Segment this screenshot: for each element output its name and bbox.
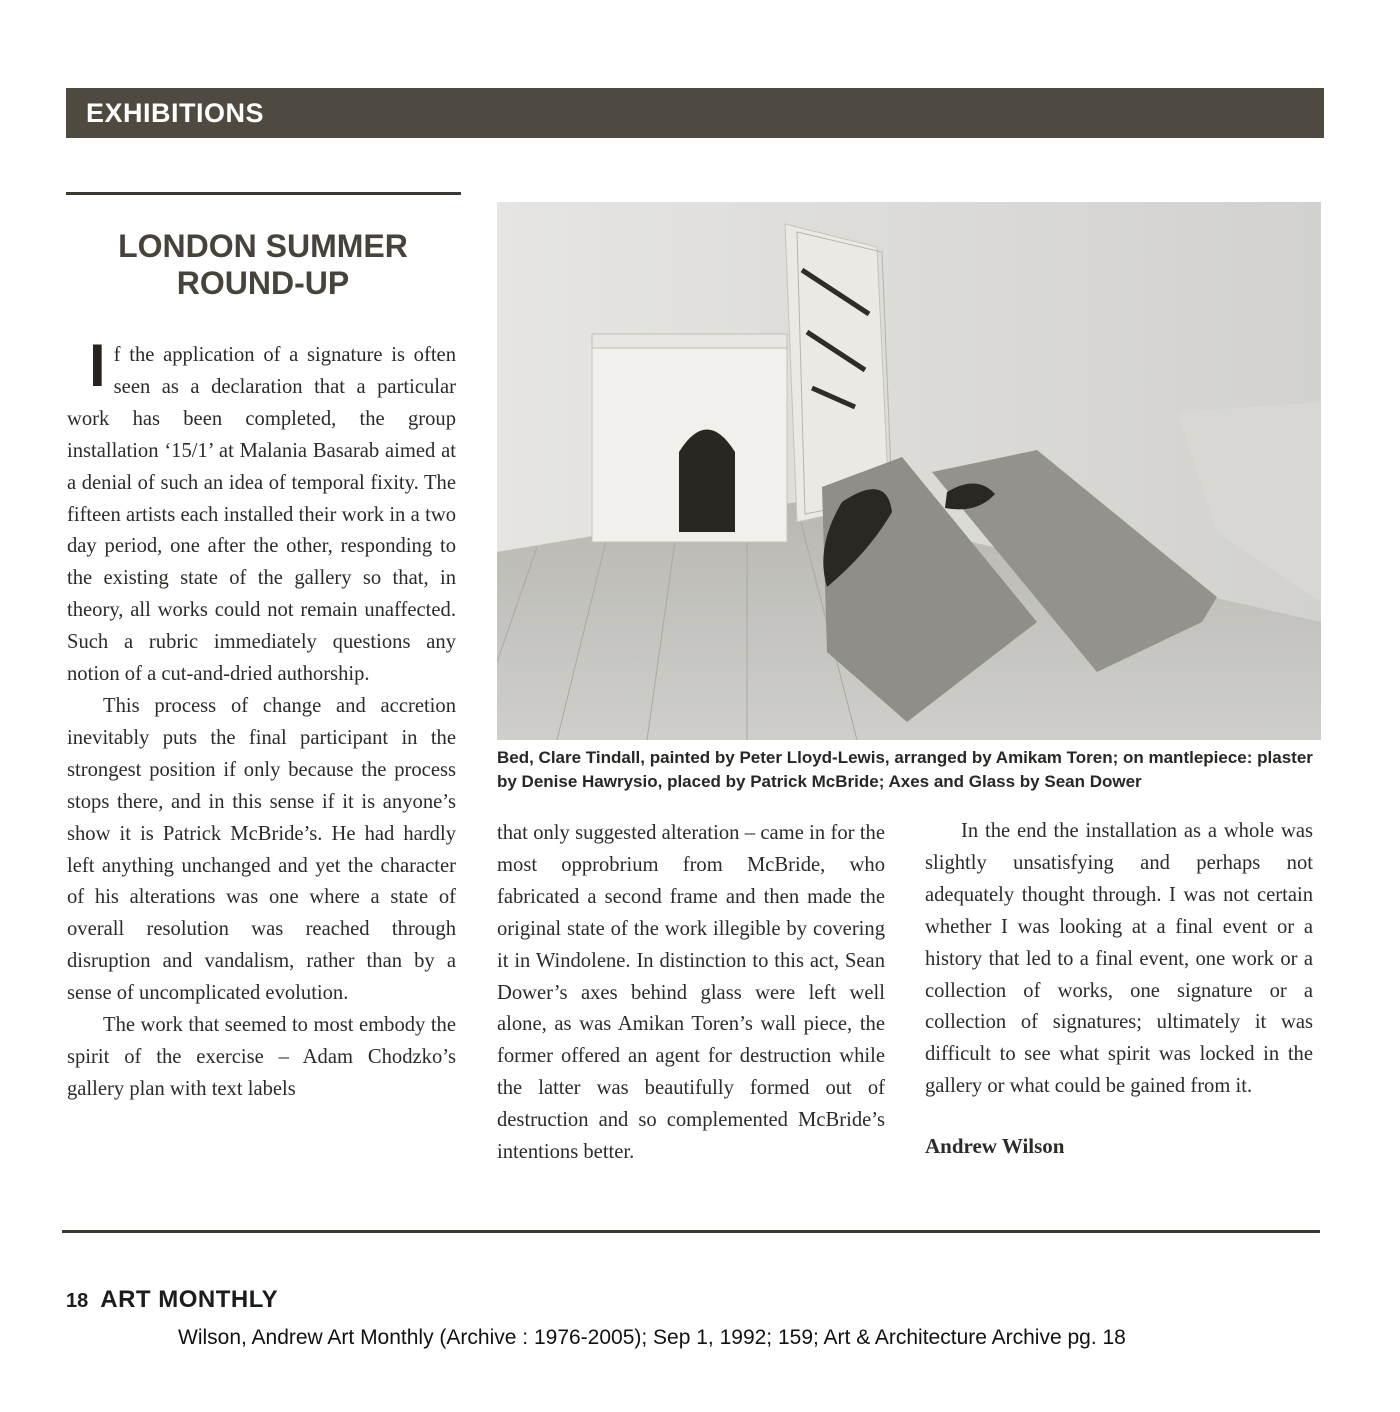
section-banner bbox=[66, 88, 1324, 138]
magazine-name: ART MONTHLY bbox=[100, 1286, 279, 1313]
column-2 bbox=[497, 818, 885, 1169]
photo-caption: Bed, Clare Tindall, painted by Peter Lloyd-Lewis, arranged by Amikam Toren; on mantlepiece: plaster by Denise Hawrysio, placed by Patrick McBride; Axes and Glass by Sean Dower bbox=[497, 748, 1313, 791]
article-title: LONDON SUMMER ROUND-UP bbox=[118, 228, 408, 301]
paragraph: In the end the installation as a whole was slightly unsatisfying and perhaps not adequately thought through. I was not certain whether I was looking at a final event or a history that led to a final event, one work or a collection of works, one signature or a collection of signatures; ultimately it was difficult to see what spirit was locked in the gallery or what could be gained from it. bbox=[925, 820, 1313, 1098]
section-label: EXHIBITIONS bbox=[86, 98, 265, 128]
column-1 bbox=[67, 332, 456, 1106]
drop-cap: I bbox=[89, 332, 106, 399]
page-footer bbox=[66, 1286, 278, 1314]
paragraph: This process of change and accretion inevitably puts the final participant in the strongest position if only because the process stops there, and in this sense if it is anyone’s show it is Patrick McBride’s. He had hardly left anything unchanged and yet the character of his alterations was one where a state of overall resolution was reached through disruption and vandalism, rather than by a sense of uncomplicated evolution. bbox=[67, 694, 456, 1005]
paragraph-text: f the application of a signature is often seen as a declaration that a particular work has been completed, the group installation ‘15/1’ at Malania Basarab aimed at a denial of such an idea of temporal fixity. The fifteen artists each installed their work in a two day period, one after the other, responding to the existing state of the gallery so that, in theory, all works could not remain unaffected. Such a rubric immediately questions any notion of a cut-and-dried authorship. bbox=[67, 344, 456, 686]
gallery-installation-image bbox=[497, 202, 1321, 740]
exhibition-photo bbox=[497, 202, 1321, 740]
paragraph: that only suggested alteration – came in for the most opprobrium from McBride, who fabricated a second frame and then made the original state of the work illegible by covering it in Windolene. In distinction to this act, Sean Dower’s axes behind glass were left well alone, as was Amikan Toren’s wall piece, the former offered an agent for destruction while the latter was beautifully formed out of destruction and so complemented McBride’s intentions better. bbox=[497, 822, 885, 1164]
title-rule bbox=[66, 192, 461, 195]
archive-citation: Wilson, Andrew Art Monthly (Archive : 1976-2005); Sep 1, 1992; 159; Art & Architecture Archive pg. 18 bbox=[178, 1326, 1126, 1349]
page-number: 18 bbox=[66, 1290, 89, 1312]
bottom-rule bbox=[62, 1230, 1320, 1233]
author-byline: Andrew Wilson bbox=[925, 1134, 1065, 1159]
paragraph bbox=[67, 332, 456, 691]
column-3 bbox=[925, 816, 1313, 1163]
paragraph: The work that seemed to most embody the spirit of the exercise – Adam Chodzko’s gallery plan with text labels bbox=[67, 1014, 456, 1100]
